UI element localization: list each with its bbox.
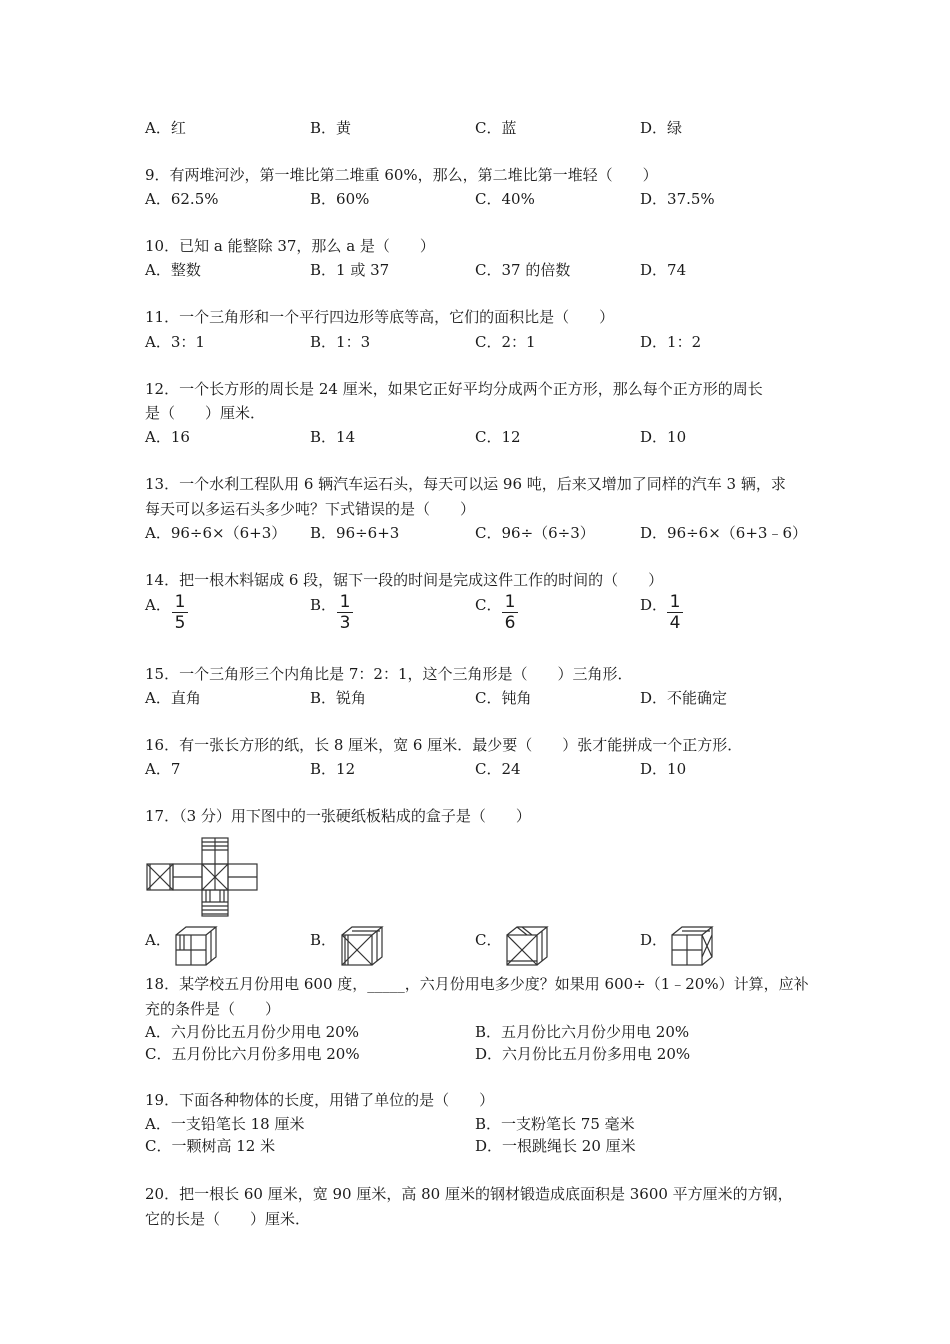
denominator: 5 [174,613,186,633]
numerator: 1 [669,592,681,612]
q14-option-d-fraction [667,593,683,632]
q10-option-a: A．整数 [145,261,201,279]
numerator: 1 [174,592,186,612]
q9-option-a: A．62.5% [145,190,219,208]
q8-option-b: B．黄 [310,119,352,137]
q18-option-c: C．五月份比六月份多用电 20% [145,1045,360,1063]
q13-option-d: D．96÷6×（6+3﹣6） [640,524,807,542]
q12-option-b: B．14 [310,428,356,446]
q12-option-d: D．10 [640,428,687,446]
q14-option-c-fraction [502,593,518,632]
q16-option-a: A．7 [145,760,181,778]
q14-option-a-letter: A． [145,596,171,614]
q15-stem: 15．一个三角形三个内角比是 7：2：1，这个三角形是（ ）三角形． [145,665,633,683]
q9-stem: 9．有两堆河沙，第一堆比第二堆重 60%，那么，第二堆比第一堆轻（ ） [145,166,658,184]
q14-option-b-fraction [337,593,353,632]
q14-option-a-fraction [172,593,188,632]
q16-stem: 16．有一张长方形的纸，长 8 厘米，宽 6 厘米．最少要（ ）张才能拼成一个正方形． [145,736,743,754]
q19-option-a: A．一支铅笔长 18 厘米 [145,1115,305,1133]
q17-option-b-letter: B． [310,931,337,949]
q15-option-d: D．不能确定 [640,689,728,707]
q11-option-d: D．1：2 [640,333,702,351]
q15-option-c: C．钝角 [475,689,532,707]
q18-stem-line1: 18．某学校五月份用电 600 度，_____，六月份用电多少度？如果用 600÷（1﹣20%）计算，应补 [145,975,809,993]
q13-option-b: B．96÷6+3 [310,524,400,542]
q10-option-c: C．37 的倍数 [475,261,571,279]
q17-option-a-letter: A． [145,931,171,949]
q18-option-a: A．六月份比五月份少用电 20% [145,1023,359,1041]
q18-option-d: D．六月份比五月份多用电 20% [475,1045,691,1063]
q11-option-b: B．1：3 [310,333,371,351]
q10-stem: 10．已知 a 能整除 37，那么 a 是（ ） [145,237,435,255]
denominator: 6 [504,613,516,633]
q12-option-c: C．12 [475,428,521,446]
denominator: 3 [339,613,351,633]
q19-stem: 19．下面各种物体的长度，用错了单位的是（ ） [145,1091,495,1109]
q19-option-b: B．一支粉笔长 75 毫米 [475,1115,635,1133]
q8-option-c: C．蓝 [475,119,517,137]
q17-option-c-cube [505,925,549,967]
q10-option-b: B．1 或 37 [310,261,390,279]
q9-option-d: D．37.5% [640,190,715,208]
q18-option-b: B．五月份比六月份少用电 20% [475,1023,690,1041]
q17-option-d-cube [670,925,714,967]
q15-option-a: A．直角 [145,689,201,707]
q9-option-b: B．60% [310,190,370,208]
numerator: 1 [504,592,516,612]
q11-stem: 11．一个三角形和一个平行四边形等底等高，它们的面积比是（ ） [145,308,615,326]
q14-stem: 14．把一根木料锯成 6 段，锯下一段的时间是完成这件工作的时间的（ ） [145,571,664,589]
q13-stem-line1: 13．一个水利工程队用 6 辆汽车运石头，每天可以运 96 吨，后来又增加了同样的汽车 3 辆，求 [145,475,786,493]
q11-option-c: C．2：1 [475,333,536,351]
q13-option-c: C．96÷（6÷3） [475,524,595,542]
q16-option-c: C．24 [475,760,521,778]
q15-option-b: B．锐角 [310,689,367,707]
q19-option-d: D．一根跳绳长 20 厘米 [475,1137,636,1155]
q14-option-c-letter: C． [475,596,502,614]
q17-stem: 17．（3 分）用下图中的一张硬纸板粘成的盒子是（ ） [145,807,531,825]
q12-stem-line2: 是（ ）厘米． [145,404,266,422]
q12-option-a: A．16 [145,428,190,446]
q11-option-a: A．3：1 [145,333,205,351]
box-net-figure [145,836,260,918]
numerator: 1 [339,592,351,612]
q16-option-b: B．12 [310,760,356,778]
q16-option-d: D．10 [640,760,687,778]
q17-option-c-letter: C． [475,931,502,949]
q17-option-b-cube [340,925,384,967]
q8-option-a: A．红 [145,119,186,137]
q14-option-b-letter: B． [310,596,337,614]
q17-option-d-letter: D． [640,931,668,949]
q17-option-a-cube [174,925,218,967]
q18-stem-line2: 充的条件是（ ） [145,1000,281,1018]
q14-option-d-letter: D． [640,596,668,614]
denominator: 4 [669,613,681,633]
q9-option-c: C．40% [475,190,535,208]
q13-stem-line2: 每天可以多运石头多少吨？下式错误的是（ ） [145,500,476,518]
q19-option-c: C．一颗树高 12 米 [145,1137,276,1155]
q12-stem-line1: 12．一个长方形的周长是 24 厘米，如果它正好平均分成两个正方形，那么每个正方形的周长 [145,380,763,398]
q8-option-d: D．绿 [640,119,683,137]
q10-option-d: D．74 [640,261,687,279]
q20-stem-line1: 20．把一根长 60 厘米，宽 90 厘米，高 80 厘米的钢材锻造成底面积是 3600 平方厘米的方钢， [145,1185,793,1203]
q13-option-a: A．96÷6×（6+3） [145,524,287,542]
q20-stem-line2: 它的长是（ ）厘米． [145,1210,311,1228]
